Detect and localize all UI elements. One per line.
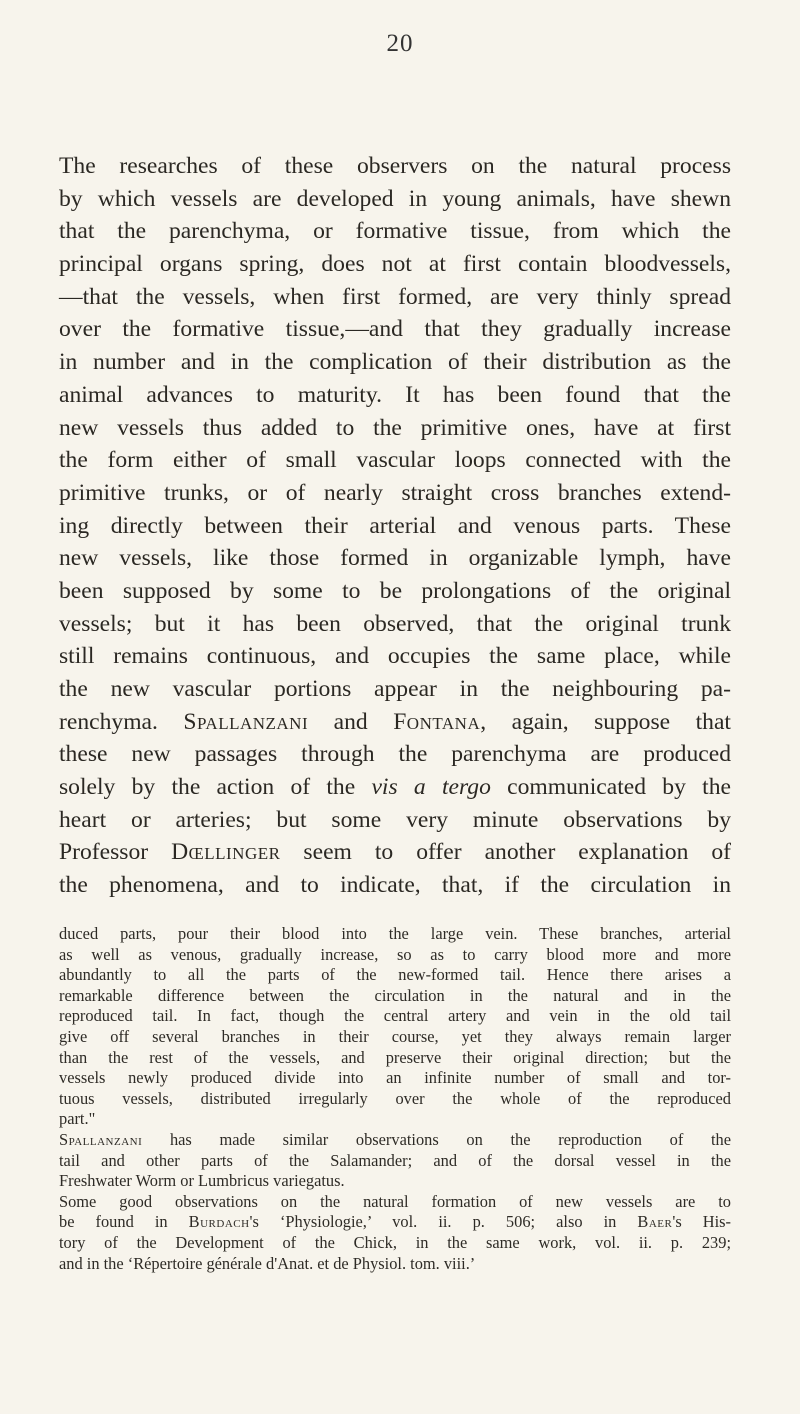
- footnote-line: [59, 1192, 731, 1213]
- footnote-line-segment: than the rest of the vessels, and preserve their original direction; but the: [59, 1047, 731, 1067]
- footnote-line-segment: abundantly to all the parts of the new-formed tail. Hence there arises a: [59, 965, 731, 985]
- footnote-line-segment: duced parts, pour their blood into the large vein. These branches, arterial: [59, 924, 731, 943]
- text-line-segment: by which vessels are developed in young animals, have shewn: [59, 185, 731, 212]
- text-line-segment: been supposed by some to be prolongations of the original: [59, 577, 731, 604]
- text-line-segment: the phenomena, and to indicate, that, if the circulation in: [59, 872, 731, 899]
- text-line-segment: Dœllinger: [171, 839, 281, 866]
- footnote-line-segment: tail and other parts of the Salamander; and of the dorsal vessel in the: [59, 1150, 731, 1170]
- footnote-line-segment: give off several branches in their course, yet they always remain larger: [59, 1026, 731, 1046]
- footnote-line: [59, 1006, 731, 1027]
- text-line-segment: animal advances to maturity. It has been found that the: [59, 381, 731, 408]
- text-line-segment: vessels; but it has been observed, that the original trunk: [59, 610, 731, 637]
- text-line-segment: renchyma.: [59, 708, 184, 735]
- footnote-line-segment: tuous vessels, distributed irregularly over the whole of the reproduced: [59, 1088, 731, 1108]
- text-line: [59, 673, 731, 706]
- text-line: [59, 248, 731, 281]
- footnote-line-segment: and in the ‘Répertoire générale d'Anat. et de Physiol. tom. viii.’: [59, 1253, 476, 1273]
- footnote-line-segment: Spallanzani: [59, 1129, 143, 1149]
- text-line: [59, 281, 731, 314]
- text-line: [59, 150, 731, 183]
- text-line-segment: and: [308, 708, 394, 735]
- text-line: [59, 771, 731, 804]
- text-line: [59, 412, 731, 445]
- text-line: [59, 379, 731, 412]
- text-line-segment: Fontana: [393, 708, 481, 735]
- footnote-line: [59, 1068, 731, 1089]
- text-line-segment: —that the vessels, when first formed, are very thinly spread: [59, 283, 731, 310]
- text-line: [59, 608, 731, 641]
- footnote-line: [59, 1089, 731, 1110]
- footnote-line: [59, 1212, 731, 1233]
- footnote-line-segment: 's ‘Physiologie,’ vol. ii. p. 506; also in: [249, 1212, 638, 1232]
- text-line-segment: these new passages through the parenchyma are produced: [59, 741, 731, 768]
- text-line-segment: the new vascular portions appear in the neighbouring pa-: [59, 676, 731, 702]
- footnote-line-segment: tory of the Development of the Chick, in the same work, vol. ii. p. 239;: [59, 1232, 731, 1252]
- text-line-segment: vis a tergo: [371, 774, 491, 801]
- footnote-line: [59, 1151, 731, 1172]
- text-line: [59, 869, 731, 902]
- text-line: [59, 183, 731, 216]
- footnote-line-segment: part.": [59, 1109, 96, 1129]
- text-line-segment: , again, suppose that: [480, 708, 731, 735]
- text-line: [59, 640, 731, 673]
- text-line-segment: in number and in the complication of their distribution as the: [59, 349, 731, 376]
- text-line: [59, 346, 731, 379]
- footnote-line: [59, 986, 731, 1007]
- text-line-segment: communicated by the: [490, 774, 731, 801]
- text-line-segment: still remains continuous, and occupies the same place, while: [59, 643, 731, 670]
- text-line: [59, 542, 731, 575]
- text-line: [59, 510, 731, 543]
- footnote-line: [59, 1109, 731, 1130]
- footnote-line-segment: 's His-: [672, 1212, 731, 1232]
- text-line-segment: new vessels thus added to the primitive ones, have at first: [59, 414, 731, 441]
- footnote-line: [59, 945, 731, 966]
- footnote-line-segment: Baer: [637, 1212, 673, 1232]
- text-line-segment: seem to offer another explanation of: [280, 839, 731, 866]
- footnote-line-segment: be found in: [59, 1212, 189, 1232]
- text-line: [59, 313, 731, 346]
- body-text: [59, 150, 731, 902]
- footnote-line: [59, 1233, 731, 1254]
- footnote-line: [59, 924, 731, 945]
- text-line-segment: the form either of small vascular loops connected with the: [59, 447, 731, 474]
- text-line-segment: heart or arteries; but some very minute observations by: [59, 806, 731, 833]
- footnote-line: [59, 1171, 731, 1192]
- footnote-text: [59, 924, 731, 1274]
- text-line-segment: solely by the action of the: [59, 774, 372, 801]
- footnote-line-segment: Freshwater Worm or Lumbricus variegatus.: [59, 1171, 345, 1191]
- footnote-line-segment: reproduced tail. In fact, though the central artery and vein in the old tail: [59, 1006, 731, 1026]
- text-line-segment: primitive trunks, or of nearly straight cross branches extend-: [59, 479, 731, 506]
- text-line-segment: that the parenchyma, or formative tissue, from which the: [59, 218, 731, 245]
- text-line-segment: ing directly between their arterial and venous parts. These: [59, 512, 731, 539]
- text-line: [59, 477, 731, 510]
- text-line-segment: Spallanzani: [183, 708, 309, 735]
- text-line: [59, 575, 731, 608]
- footnote-line-segment: Burdach: [188, 1212, 250, 1232]
- text-line: [59, 444, 731, 477]
- text-line: [59, 706, 731, 739]
- footnote-line: [59, 965, 731, 986]
- text-line-segment: principal organs spring, does not at first contain bloodvessels,: [59, 251, 731, 278]
- footnote-line: [59, 1048, 731, 1069]
- footnote-line-segment: has made similar observations on the reproduction of the: [142, 1129, 731, 1149]
- text-line: [59, 804, 731, 837]
- footnote-line: [59, 1027, 731, 1048]
- text-line-segment: Professor: [59, 839, 172, 866]
- text-line-segment: over the formative tissue,—and that they gradually increase: [59, 316, 731, 343]
- footnote-line-segment: remarkable difference between the circulation in the natural and in the: [59, 985, 731, 1005]
- footnote-line: [59, 1254, 731, 1275]
- text-line: [59, 738, 731, 771]
- footnote-line: [59, 1130, 731, 1151]
- footnote-line-segment: as well as venous, gradually increase, so as to carry blood more and more: [59, 944, 731, 964]
- text-line-segment: new vessels, like those formed in organizable lymph, have: [59, 545, 731, 572]
- text-line: [59, 215, 731, 248]
- page-number: 20: [386, 30, 414, 57]
- footnote-line-segment: vessels newly produced divide into an infinite number of small and tor-: [59, 1068, 731, 1088]
- text-line-segment: The researches of these observers on the natural process: [59, 153, 731, 179]
- text-line: [59, 836, 731, 869]
- footnote-line-segment: Some good observations on the natural formation of new vessels are to: [59, 1191, 731, 1211]
